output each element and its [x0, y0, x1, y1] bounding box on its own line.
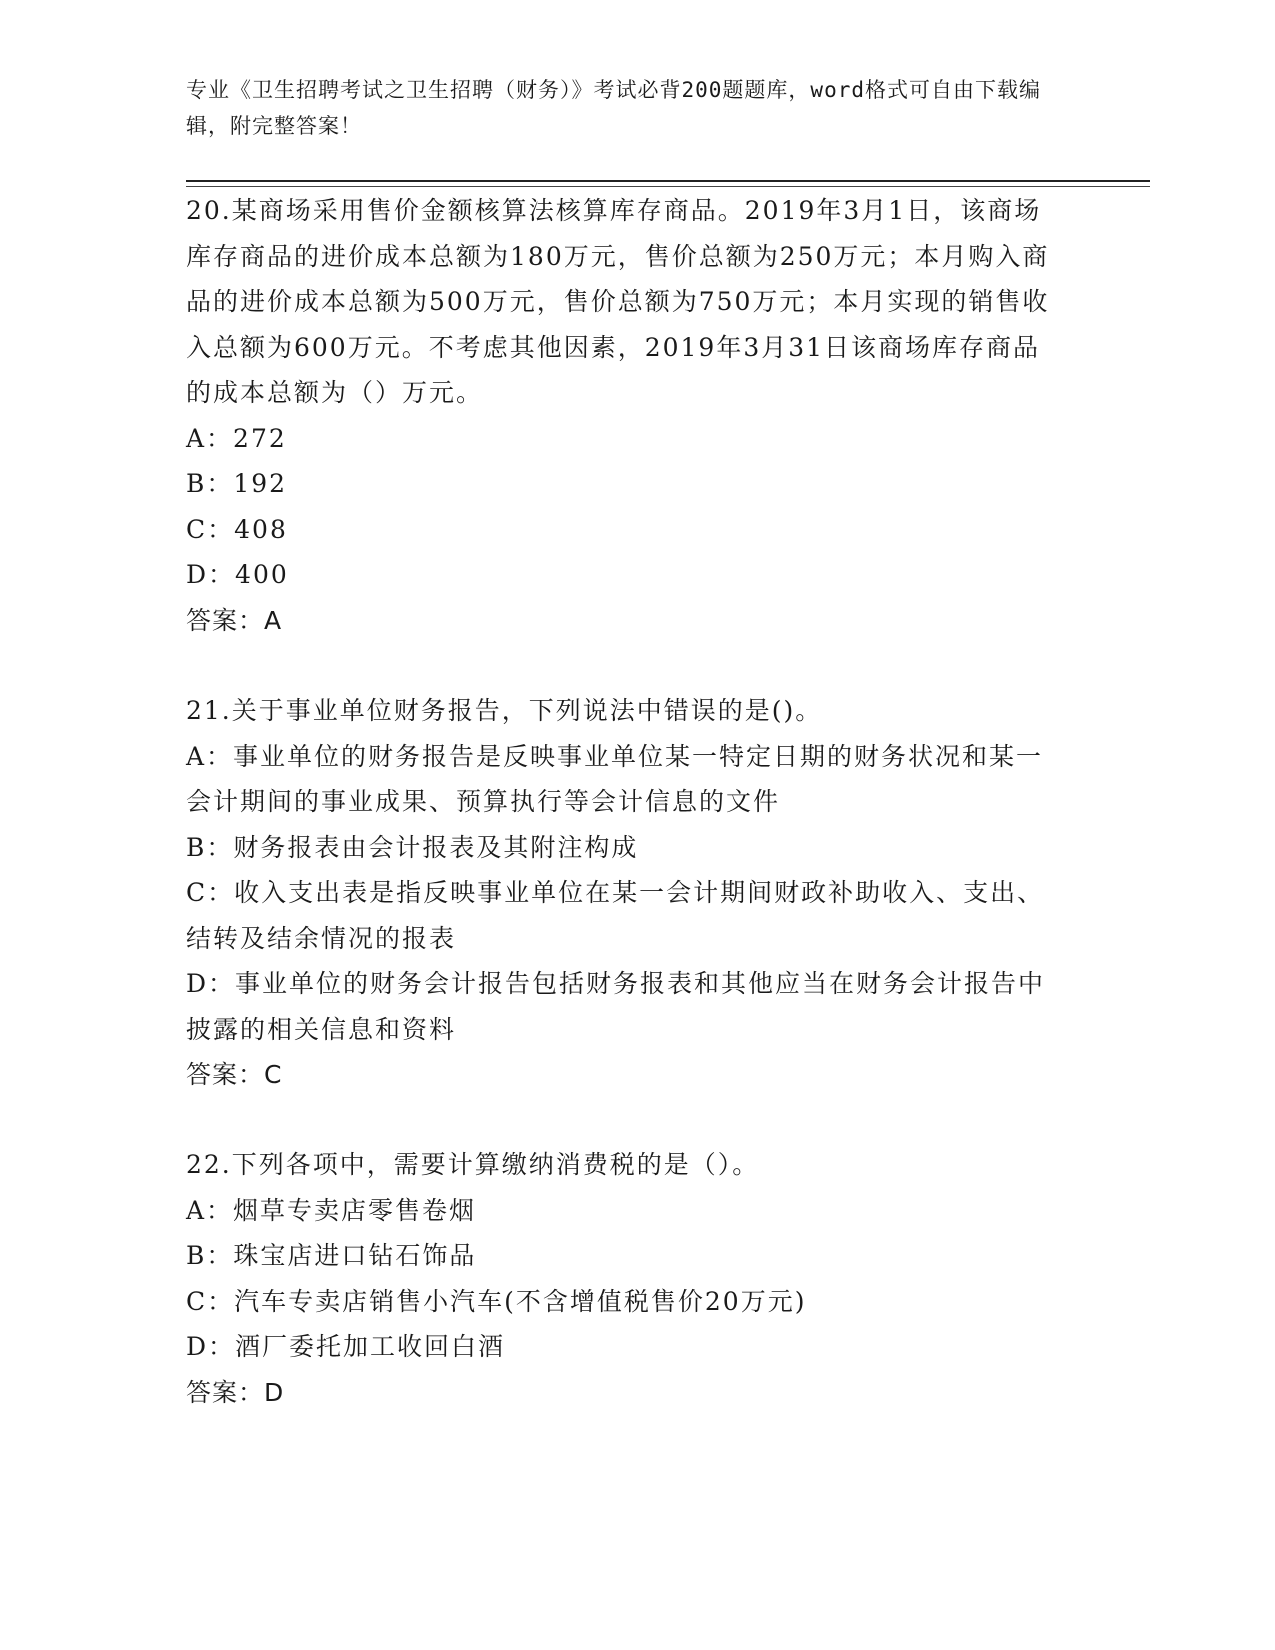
- header-divider-thin: [186, 186, 1150, 187]
- question-stem: 21.关于事业单位财务报告，下列说法中错误的是()。: [186, 696, 823, 725]
- question-stem: 22.下列各项中，需要计算缴纳消费税的是（）。: [186, 1150, 760, 1179]
- option-b: B：192: [186, 469, 288, 498]
- answer-label: 答案：A: [186, 605, 283, 635]
- option-d: D：400: [186, 560, 289, 589]
- header-divider-thick: [186, 180, 1150, 182]
- option-b: B：财务报表由会计报表及其附注构成: [186, 832, 639, 862]
- option-a: A：事业单位的财务报告是反映事业单位某一特定日期的财务状况和某一会计期间的事业成果、预算执行等会计信息的文件: [186, 741, 1044, 816]
- question-22: [186, 1142, 1066, 1415]
- option-c: C：收入支出表是指反映事业单位在某一会计期间财政补助收入、支出、结转及结余情况的报表: [186, 878, 1045, 953]
- option-d: D：酒厂委托加工收回白酒: [186, 1332, 506, 1361]
- answer-label: 答案：C: [186, 1060, 283, 1089]
- answer-label: 答案：D: [186, 1377, 285, 1407]
- question-20: [186, 188, 1066, 643]
- option-b: B：珠宝店进口钻石饰品: [186, 1241, 477, 1270]
- option-c: C：汽车专卖店销售小汽车(不含增值税售价20万元): [186, 1286, 807, 1316]
- option-c: C：408: [186, 514, 288, 544]
- option-a: A：烟草专卖店零售卷烟: [186, 1195, 477, 1225]
- document-header: 专业《卫生招聘考试之卫生招聘（财务）》考试必背200题题库，word格式可自由下载编辑，附完整答案！: [186, 78, 1041, 138]
- option-d: D：事业单位的财务会计报告包括财务报表和其他应当在财务会计报告中披露的相关信息和资料: [186, 969, 1046, 1044]
- question-21: [186, 688, 1066, 1098]
- option-a: A：272: [186, 423, 287, 453]
- question-stem: 20.某商场采用售价金额核算法核算库存商品。2019年3月1日，该商场库存商品的进价成本总额为180万元，售价总额为250万元；本月购入商品的进价成本总额为500万元，售价总额为750万元；本月实现的销售收入总额为600万元。不考虑其他因素，2019年3月31日该商场库存商品的成本总额为（）万元。: [186, 196, 1050, 407]
